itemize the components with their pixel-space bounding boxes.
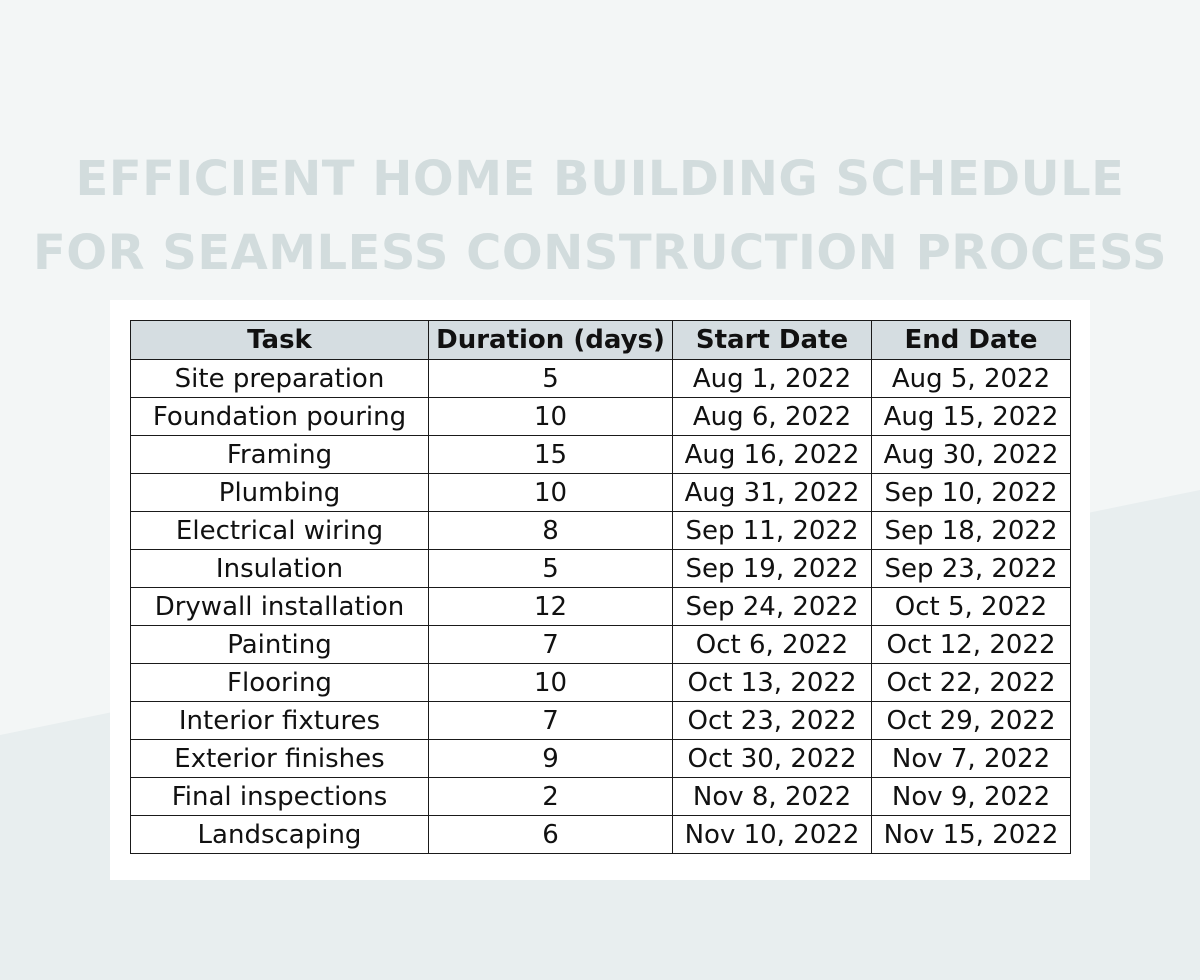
start-date-cell: Oct 23, 2022 xyxy=(673,702,872,740)
table-row xyxy=(131,398,1071,436)
duration-cell: 5 xyxy=(429,360,673,398)
start-date-cell: Sep 11, 2022 xyxy=(673,512,872,550)
table-row xyxy=(131,664,1071,702)
header-task: Task xyxy=(131,321,429,360)
start-date-cell: Sep 19, 2022 xyxy=(673,550,872,588)
end-date-cell: Aug 15, 2022 xyxy=(872,398,1071,436)
table-row xyxy=(131,512,1071,550)
end-date-cell: Sep 18, 2022 xyxy=(872,512,1071,550)
table-header xyxy=(131,321,1071,360)
task-cell: Framing xyxy=(131,436,429,474)
end-date-cell: Sep 10, 2022 xyxy=(872,474,1071,512)
header-end-date: End Date xyxy=(872,321,1071,360)
duration-cell: 8 xyxy=(429,512,673,550)
start-date-cell: Aug 16, 2022 xyxy=(673,436,872,474)
schedule-card xyxy=(110,300,1090,880)
end-date-cell: Oct 22, 2022 xyxy=(872,664,1071,702)
start-date-cell: Aug 6, 2022 xyxy=(673,398,872,436)
table-row xyxy=(131,626,1071,664)
duration-cell: 10 xyxy=(429,664,673,702)
start-date-cell: Aug 1, 2022 xyxy=(673,360,872,398)
end-date-cell: Oct 5, 2022 xyxy=(872,588,1071,626)
header-row xyxy=(131,321,1071,360)
duration-cell: 12 xyxy=(429,588,673,626)
end-date-cell: Sep 23, 2022 xyxy=(872,550,1071,588)
task-cell: Drywall installation xyxy=(131,588,429,626)
duration-cell: 6 xyxy=(429,816,673,854)
duration-cell: 9 xyxy=(429,740,673,778)
table-row xyxy=(131,702,1071,740)
end-date-cell: Oct 12, 2022 xyxy=(872,626,1071,664)
page-title xyxy=(0,142,1200,290)
table-row xyxy=(131,740,1071,778)
task-cell: Foundation pouring xyxy=(131,398,429,436)
duration-cell: 5 xyxy=(429,550,673,588)
start-date-cell: Oct 6, 2022 xyxy=(673,626,872,664)
task-cell: Electrical wiring xyxy=(131,512,429,550)
table-row xyxy=(131,816,1071,854)
table-row xyxy=(131,436,1071,474)
task-cell: Plumbing xyxy=(131,474,429,512)
duration-cell: 7 xyxy=(429,702,673,740)
table-row xyxy=(131,474,1071,512)
task-cell: Exterior finishes xyxy=(131,740,429,778)
task-cell: Insulation xyxy=(131,550,429,588)
header-duration: Duration (days) xyxy=(429,321,673,360)
task-cell: Interior fixtures xyxy=(131,702,429,740)
start-date-cell: Oct 30, 2022 xyxy=(673,740,872,778)
title-line-2: FOR SEAMLESS CONSTRUCTION PROCESS xyxy=(32,225,1168,282)
duration-cell: 7 xyxy=(429,626,673,664)
task-cell: Landscaping xyxy=(131,816,429,854)
start-date-cell: Aug 31, 2022 xyxy=(673,474,872,512)
start-date-cell: Sep 24, 2022 xyxy=(673,588,872,626)
duration-cell: 2 xyxy=(429,778,673,816)
title-line-1: EFFICIENT HOME BUILDING SCHEDULE xyxy=(75,151,1125,208)
table-row xyxy=(131,588,1071,626)
duration-cell: 10 xyxy=(429,474,673,512)
end-date-cell: Oct 29, 2022 xyxy=(872,702,1071,740)
start-date-cell: Nov 10, 2022 xyxy=(673,816,872,854)
end-date-cell: Nov 7, 2022 xyxy=(872,740,1071,778)
schedule-table xyxy=(130,320,1071,854)
task-cell: Painting xyxy=(131,626,429,664)
end-date-cell: Aug 30, 2022 xyxy=(872,436,1071,474)
table-row xyxy=(131,778,1071,816)
end-date-cell: Nov 15, 2022 xyxy=(872,816,1071,854)
end-date-cell: Aug 5, 2022 xyxy=(872,360,1071,398)
table-row xyxy=(131,550,1071,588)
task-cell: Flooring xyxy=(131,664,429,702)
end-date-cell: Nov 9, 2022 xyxy=(872,778,1071,816)
start-date-cell: Oct 13, 2022 xyxy=(673,664,872,702)
table-body xyxy=(131,360,1071,854)
duration-cell: 15 xyxy=(429,436,673,474)
table-row xyxy=(131,360,1071,398)
start-date-cell: Nov 8, 2022 xyxy=(673,778,872,816)
duration-cell: 10 xyxy=(429,398,673,436)
header-start-date: Start Date xyxy=(673,321,872,360)
task-cell: Final inspections xyxy=(131,778,429,816)
task-cell: Site preparation xyxy=(131,360,429,398)
